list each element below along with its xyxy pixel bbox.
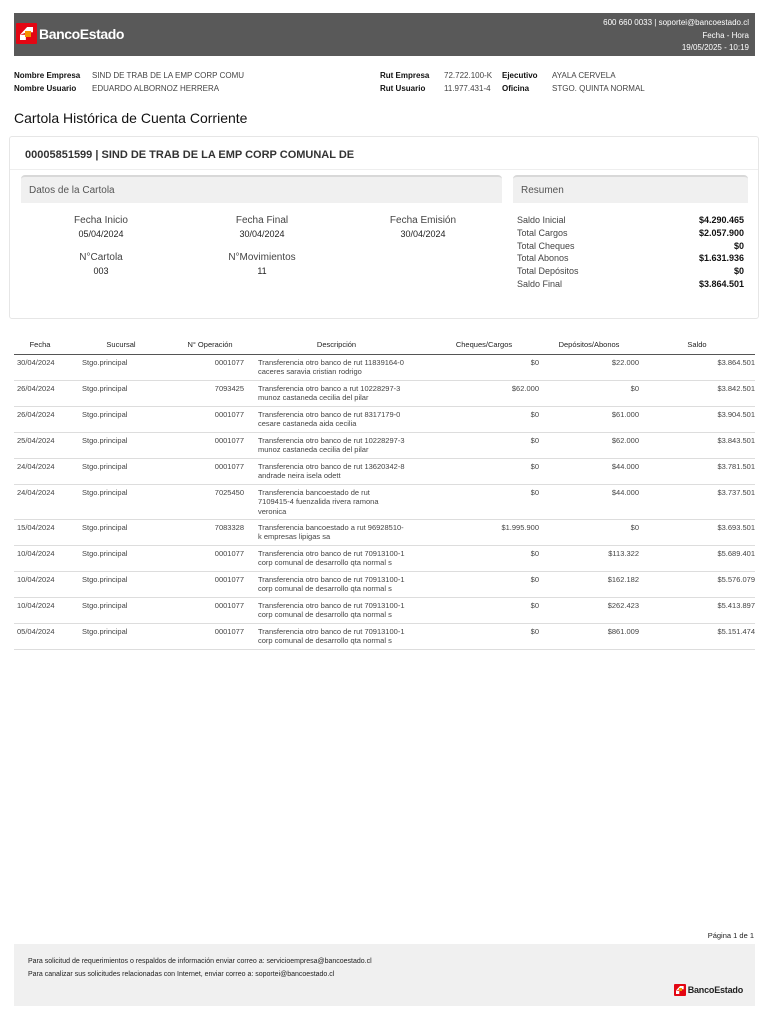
table-row: [14, 406, 755, 432]
description-line: k empresas lipigas sa: [258, 532, 331, 541]
table-row: [14, 545, 755, 571]
movimientos-label: N°Movimientos: [228, 252, 296, 263]
col-header-descripcion: Descripción: [244, 336, 429, 354]
cell-cargos: $1.995.900: [429, 519, 539, 545]
description-line: corp comunal de desarrollo qta normal s: [258, 636, 392, 645]
description-line: Transferencia otro banco de rut 10228297-3: [258, 435, 405, 445]
fecha-emision-value: 30/04/2024: [400, 229, 446, 239]
movimientos-field: [192, 252, 332, 276]
cell-fecha: 10/04/2024: [14, 545, 66, 571]
account-title: 00005851599 | SIND DE TRAB DE LA EMP CORP COMUNAL DE: [25, 149, 355, 161]
empresa-label: Nombre Empresa: [14, 71, 81, 80]
table-row: [14, 380, 755, 406]
cell-saldo: $5.576.079: [639, 571, 755, 597]
footer: [14, 944, 755, 1006]
description-line: Transferencia bancoestado a rut 96928510-: [258, 522, 404, 532]
cell-saldo: $3.781.501: [639, 458, 755, 484]
cell-cargos: $0: [429, 571, 539, 597]
movements-table: [14, 336, 755, 650]
col-header-cargos: Cheques/Cargos: [429, 336, 539, 354]
description-line: Transferencia otro banco de rut 70913100-1: [258, 548, 405, 558]
resumen-list: [517, 215, 744, 292]
cell-abonos: $113.322: [539, 545, 639, 571]
cell-abonos: $22.000: [539, 354, 639, 380]
cell-fecha: 26/04/2024: [14, 406, 66, 432]
resumen-row: [517, 253, 744, 266]
description-line: Transferencia otro banco a rut 10228297-3: [258, 383, 401, 393]
footer-line-2: Para canalizar sus solicitudes relacionadas con Internet, enviar correo a: soportei@bancoestado.cl: [28, 971, 335, 978]
cell-saldo: $5.689.401: [639, 545, 755, 571]
table-row: [14, 571, 755, 597]
cell-sucursal: Stgo.principal: [66, 432, 176, 458]
footer-line-1: Para solicitud de requerimientos o respaldos de información enviar correo a: servicioempresa@bancoestado.cl: [28, 958, 372, 965]
rut-empresa-value: 72.722.100-K: [444, 71, 493, 80]
cell-abonos: $44.000: [539, 484, 639, 519]
resumen-label: Saldo Final: [517, 278, 563, 289]
cell-saldo: $5.151.474: [639, 623, 755, 649]
cell-saldo: $3.693.501: [639, 519, 755, 545]
cell-cargos: $0: [429, 484, 539, 519]
info-labels-left: [14, 70, 80, 95]
cell-operacion: 0001077: [176, 623, 244, 649]
cell-abonos: $62.000: [539, 432, 639, 458]
cell-operacion: 0001077: [176, 458, 244, 484]
description-line: veronica: [258, 506, 287, 516]
info-labels-rut: [380, 70, 429, 95]
table-row: [14, 432, 755, 458]
fecha-emision-field: [353, 215, 493, 239]
resumen-label: Total Cheques: [517, 240, 575, 251]
cell-abonos: $61.000: [539, 406, 639, 432]
bancoestado-logo: [16, 23, 124, 44]
cell-saldo: $3.904.501: [639, 406, 755, 432]
resumen-value: $4.290.465: [698, 215, 744, 225]
bancoestado-logo-icon: [16, 23, 37, 44]
table-row: [14, 597, 755, 623]
tab-resumen: Resumen: [513, 175, 748, 203]
cell-abonos: $861.009: [539, 623, 639, 649]
info-values-ejecutivo: [552, 70, 645, 95]
description-line: munoz castaneda cecilia del pilar: [258, 393, 369, 402]
cartola-card: [9, 136, 759, 319]
description-line: Transferencia otro banco de rut 70913100-1: [258, 574, 405, 584]
resumen-value: $0: [733, 240, 744, 251]
ejecutivo-value: AYALA CERVELA: [552, 71, 616, 80]
datetime-value: 19/05/2025 - 10:19: [681, 43, 749, 52]
cell-operacion: 7025450: [176, 484, 244, 519]
description-line: andrade neira isela odett: [258, 471, 341, 480]
rut-usuario-label: Rut Usuario: [380, 83, 426, 93]
cell-descripcion: [244, 519, 429, 545]
cell-sucursal: Stgo.principal: [66, 571, 176, 597]
empresa-value: SIND DE TRAB DE LA EMP CORP COMU: [92, 71, 245, 80]
cell-saldo: $5.413.897: [639, 597, 755, 623]
table-body: [14, 354, 755, 649]
ejecutivo-label: Ejecutivo: [502, 71, 538, 80]
cell-descripcion: [244, 545, 429, 571]
rut-usuario-value: 11.977.431-4: [444, 83, 491, 93]
cell-operacion: 0001077: [176, 432, 244, 458]
brand-name: BancoEstado: [39, 25, 125, 42]
movimientos-value: 11: [257, 266, 267, 276]
description-line: Transferencia otro banco de rut 70913100-1: [258, 626, 405, 636]
fecha-final-field: [192, 215, 332, 239]
resumen-row: [517, 266, 744, 279]
cell-descripcion: [244, 354, 429, 380]
cell-abonos: $162.182: [539, 571, 639, 597]
description-line: corp comunal de desarrollo qta normal s: [258, 610, 392, 619]
resumen-row: [517, 241, 744, 254]
cell-operacion: 0001077: [176, 406, 244, 432]
resumen-row: [517, 228, 744, 241]
fecha-inicio-value: 05/04/2024: [78, 229, 124, 239]
description-line: corp comunal de desarrollo qta normal s: [258, 558, 392, 567]
cell-cargos: $0: [429, 406, 539, 432]
resumen-row: [517, 215, 744, 228]
cartola-label: N°Cartola: [79, 252, 123, 263]
cell-cargos: $0: [429, 354, 539, 380]
cell-fecha: 10/04/2024: [14, 597, 66, 623]
table-row: [14, 623, 755, 649]
tab-datos-cartola: Datos de la Cartola: [21, 175, 502, 203]
cell-descripcion: [244, 571, 429, 597]
cell-descripcion: [244, 458, 429, 484]
oficina-value: STGO. QUINTA NORMAL: [552, 83, 645, 93]
description-line: Transferencia otro banco de rut 13620342-8: [258, 461, 405, 471]
usuario-label: Nombre Usuario: [14, 83, 77, 93]
resumen-label: Saldo Inicial: [517, 215, 566, 225]
cell-fecha: 30/04/2024: [14, 354, 66, 380]
cell-descripcion: [244, 623, 429, 649]
description-line: corp comunal de desarrollo qta normal s: [258, 584, 392, 593]
bancoestado-logo-icon: [674, 984, 686, 996]
cell-descripcion: [244, 380, 429, 406]
cell-saldo: $3.864.501: [639, 354, 755, 380]
cell-operacion: 0001077: [176, 571, 244, 597]
cell-operacion: 0001077: [176, 597, 244, 623]
fecha-final-label: Fecha Final: [235, 215, 289, 226]
cell-sucursal: Stgo.principal: [66, 623, 176, 649]
cell-sucursal: Stgo.principal: [66, 597, 176, 623]
page-number: Página 1 de 1: [707, 931, 754, 940]
cell-abonos: $0: [539, 380, 639, 406]
description-line: 7109415-4 fuenzalida rivera ramona: [258, 497, 379, 506]
cell-fecha: 24/04/2024: [14, 458, 66, 484]
cell-cargos: $0: [429, 432, 539, 458]
cell-saldo: $3.737.501: [639, 484, 755, 519]
description-line: Transferencia bancoestado de rut: [258, 487, 370, 497]
cell-operacion: 0001077: [176, 545, 244, 571]
description-line: caceres saravia cristian rodrigo: [258, 367, 362, 376]
table-row: [14, 519, 755, 545]
resumen-value: $2.057.900: [698, 227, 744, 238]
cell-descripcion: [244, 597, 429, 623]
resumen-label: Total Depósitos: [517, 266, 579, 277]
cell-abonos: $0: [539, 519, 639, 545]
fecha-inicio-field: [31, 215, 171, 239]
description-line: Transferencia otro banco de rut 70913100-1: [258, 600, 405, 610]
cell-sucursal: Stgo.principal: [66, 380, 176, 406]
description-line: munoz castaneda cecilia del pilar: [258, 445, 369, 454]
resumen-label: Total Cargos: [517, 227, 568, 238]
cell-sucursal: Stgo.principal: [66, 354, 176, 380]
cartola-field: [31, 252, 171, 276]
cell-descripcion: [244, 406, 429, 432]
cell-sucursal: Stgo.principal: [66, 545, 176, 571]
cell-sucursal: Stgo.principal: [66, 484, 176, 519]
cell-cargos: $0: [429, 623, 539, 649]
cartola-value: 003: [93, 266, 109, 276]
col-header-abonos: Depósitos/Abonos: [539, 336, 639, 354]
cell-operacion: 0001077: [176, 354, 244, 380]
header-contact-block: [603, 17, 749, 55]
footer-brand-name: BancoEstado: [687, 985, 743, 995]
info-values-rut: [444, 70, 492, 95]
page-title: Cartola Histórica de Cuenta Corriente: [14, 110, 248, 126]
cell-fecha: 10/04/2024: [14, 571, 66, 597]
divider: [10, 169, 758, 170]
resumen-value: $3.864.501: [698, 278, 744, 289]
cell-sucursal: Stgo.principal: [66, 406, 176, 432]
fecha-final-value: 30/04/2024: [239, 229, 285, 239]
cell-fecha: 05/04/2024: [14, 623, 66, 649]
cell-fecha: 15/04/2024: [14, 519, 66, 545]
cell-abonos: $44.000: [539, 458, 639, 484]
resumen-row: [517, 279, 744, 292]
usuario-value: EDUARDO ALBORNOZ HERRERA: [92, 83, 220, 93]
cell-operacion: 7083328: [176, 519, 244, 545]
fecha-inicio-label: Fecha Inicio: [74, 215, 128, 226]
table-header-row: [14, 336, 755, 354]
cell-descripcion: [244, 484, 429, 519]
description-line: Transferencia otro banco de rut 8317179-0: [258, 409, 401, 419]
description-line: cesare castaneda aida cecilia: [258, 419, 357, 428]
info-labels-ejecutivo: [502, 70, 538, 95]
description-line: Transferencia otro banco de rut 11839164-0: [258, 357, 404, 367]
col-header-saldo: Saldo: [639, 336, 755, 354]
footer-logo: [674, 984, 743, 996]
cell-descripcion: [244, 432, 429, 458]
resumen-value: $0: [733, 266, 744, 277]
col-header-operacion: N° Operación: [176, 336, 244, 354]
cell-saldo: $3.843.501: [639, 432, 755, 458]
rut-empresa-label: Rut Empresa: [380, 71, 430, 80]
contact-info: 600 660 0033 | soportei@bancoestado.cl: [603, 18, 749, 27]
resumen-label: Total Abonos: [517, 253, 569, 264]
cell-sucursal: Stgo.principal: [66, 519, 176, 545]
datetime-label: Fecha - Hora: [702, 30, 749, 40]
cell-fecha: 26/04/2024: [14, 380, 66, 406]
col-header-sucursal: Sucursal: [66, 336, 176, 354]
cell-saldo: $3.842.501: [639, 380, 755, 406]
fecha-emision-label: Fecha Emisión: [389, 215, 457, 226]
cell-fecha: 24/04/2024: [14, 484, 66, 519]
cell-cargos: $0: [429, 545, 539, 571]
col-header-fecha: Fecha: [14, 336, 66, 354]
cell-operacion: 7093425: [176, 380, 244, 406]
cell-abonos: $262.423: [539, 597, 639, 623]
cell-fecha: 25/04/2024: [14, 432, 66, 458]
cell-cargos: $0: [429, 458, 539, 484]
table-row: [14, 484, 755, 519]
cell-sucursal: Stgo.principal: [66, 458, 176, 484]
resumen-value: $1.631.936: [698, 253, 744, 264]
table-row: [14, 458, 755, 484]
oficina-label: Oficina: [502, 83, 530, 93]
info-values-left: [92, 70, 244, 95]
cell-cargos: $0: [429, 597, 539, 623]
table-row: [14, 354, 755, 380]
cell-cargos: $62.000: [429, 380, 539, 406]
header-bar: [14, 13, 755, 56]
